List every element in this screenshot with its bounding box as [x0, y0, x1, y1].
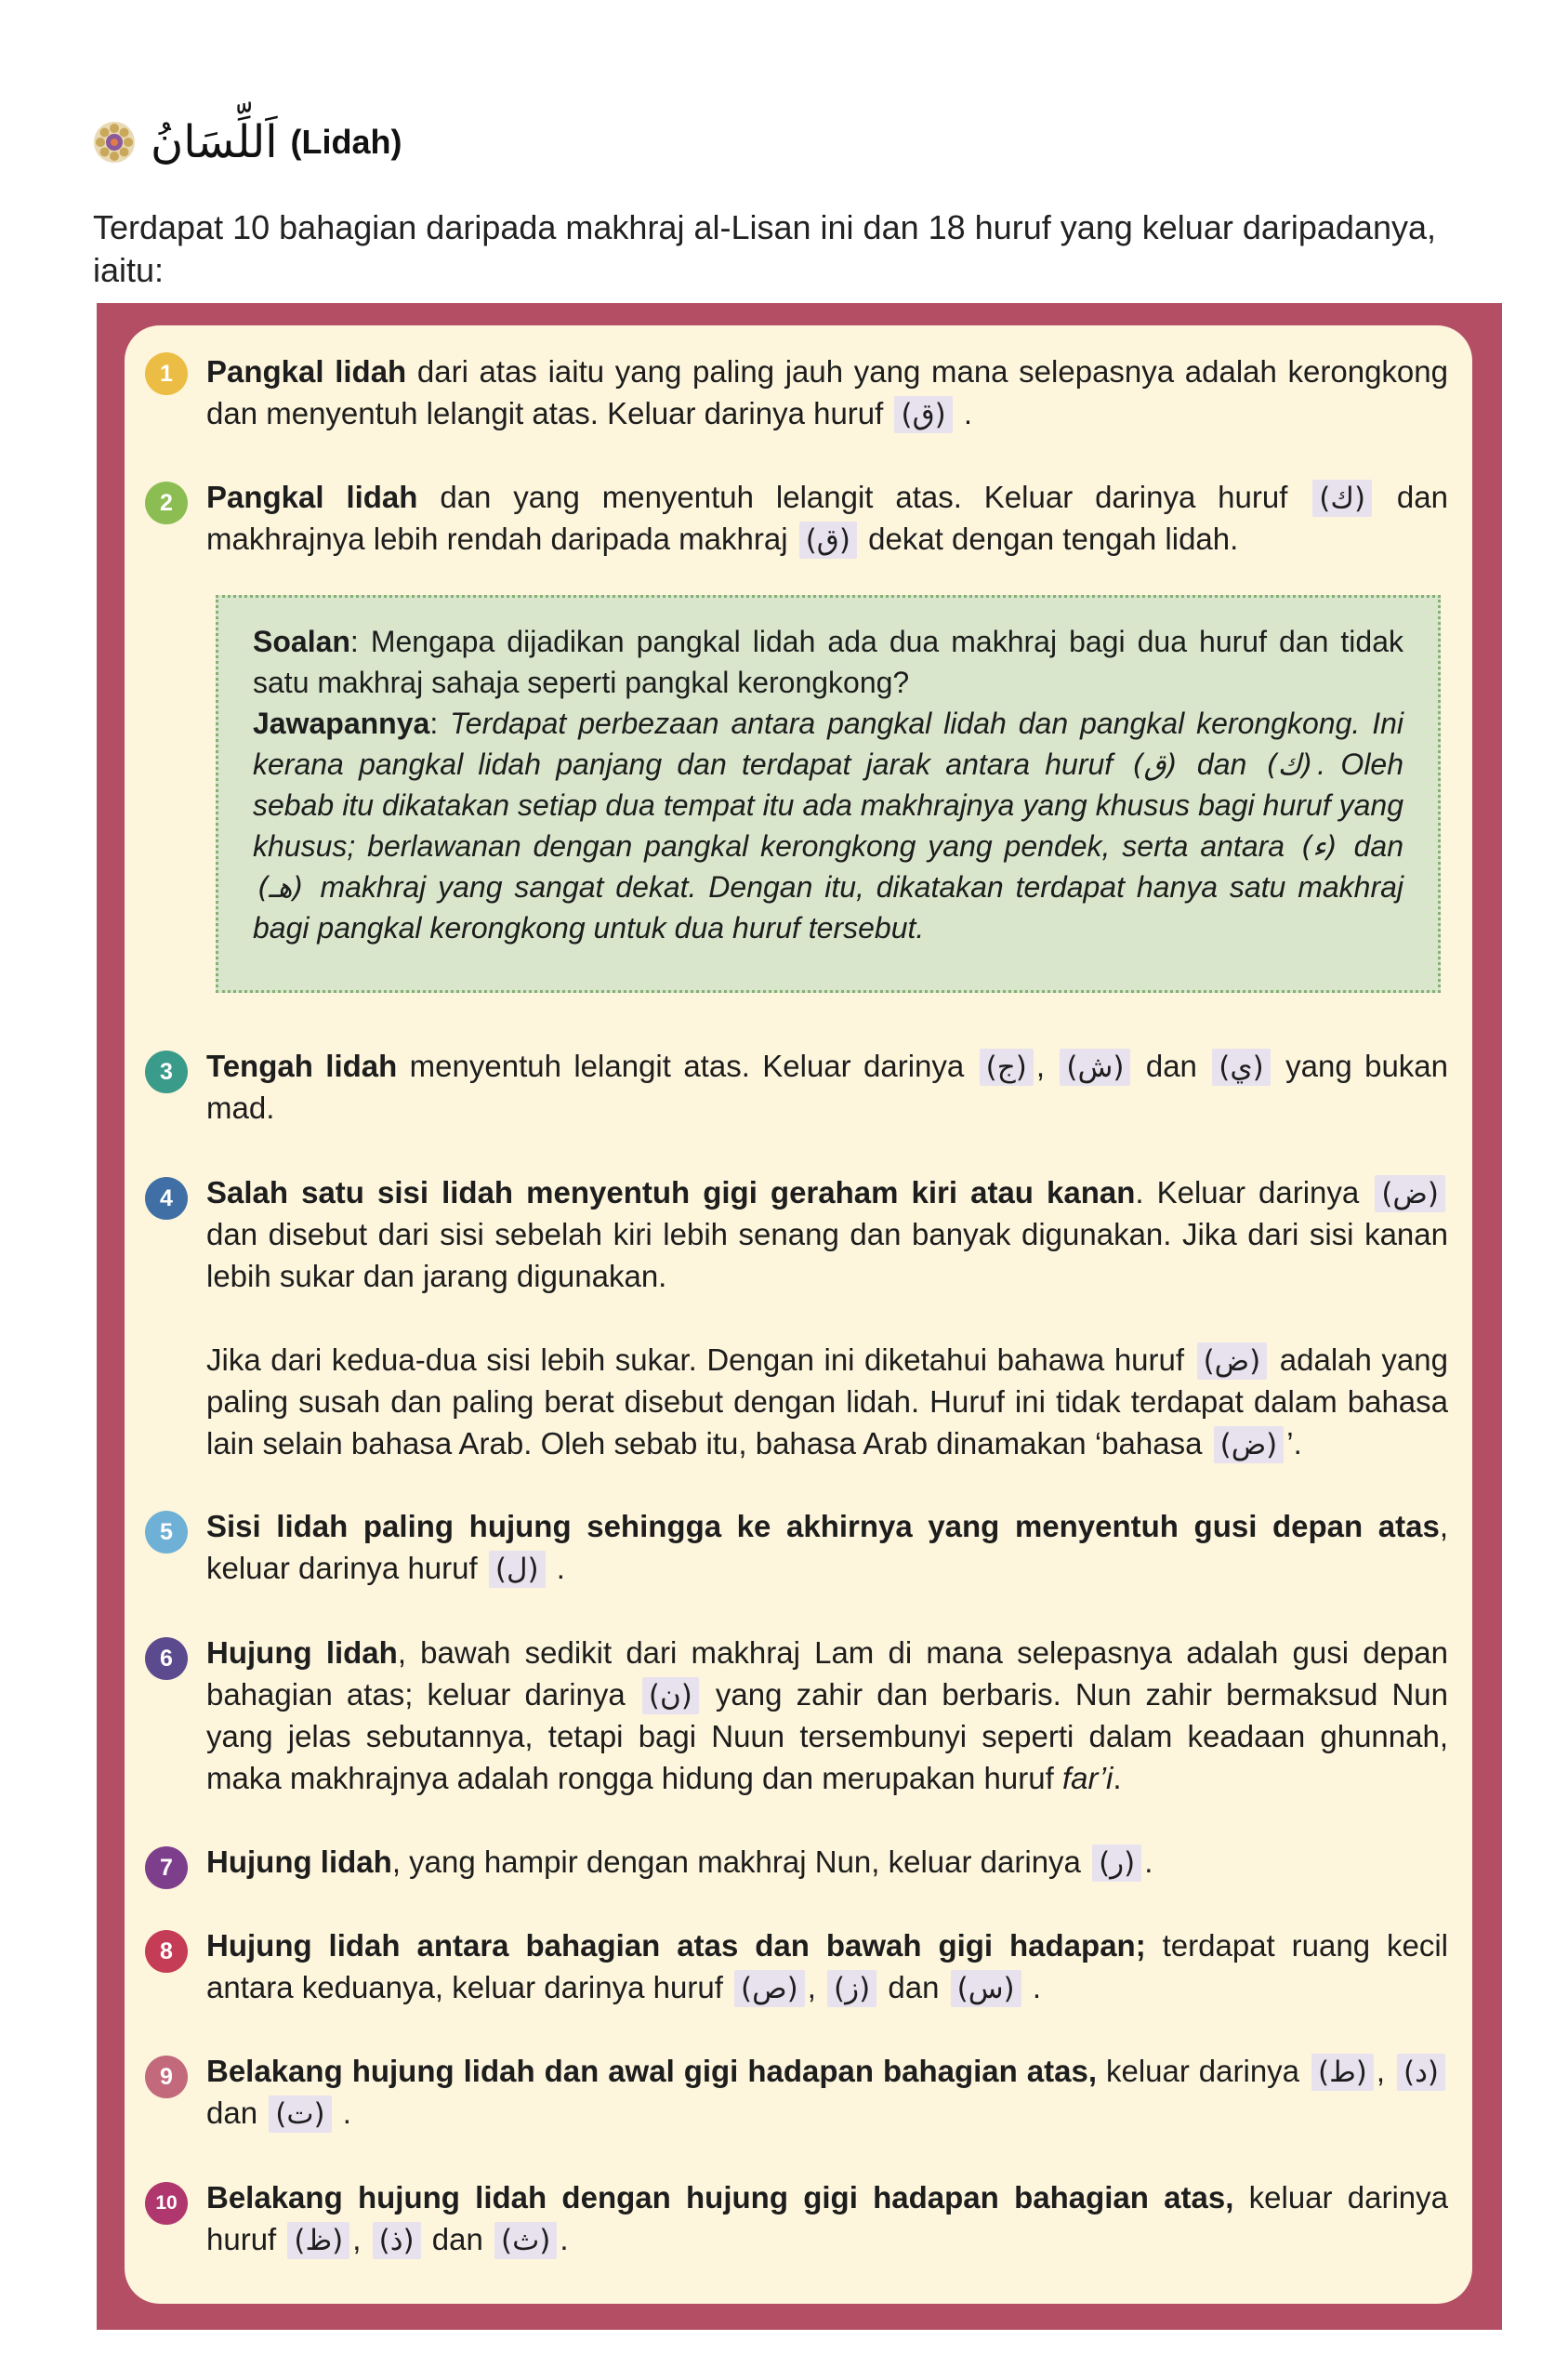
item-number-badge: 9 [145, 2056, 188, 2098]
item-title: Hujung lidah antara bahagian atas dan bawah gigi hadapan; [206, 1928, 1146, 1963]
arabic-letter: (ث) [494, 2222, 557, 2259]
list-item: Pangkal lidah dari atas iaitu yang paling jauh yang mana selepasnya adalah kerongkong dan menyentuh lelangit atas. Keluar darinya huruf (ق) . [206, 354, 1448, 431]
arabic-letter: (ص) [734, 1970, 805, 2007]
question-label: Soalan [253, 625, 350, 658]
answer-label: Jawapannya [253, 707, 430, 740]
arabic-letter: (ل) [489, 1551, 546, 1588]
item-title: Pangkal lidah [206, 354, 407, 389]
flower-ornament-icon [93, 121, 136, 164]
arabic-letter: (ج) [980, 1049, 1034, 1086]
item-title: Belakang hujung lidah dan awal gigi hadapan bahagian atas, [206, 2054, 1097, 2088]
arabic-letter: (ض) [1375, 1175, 1445, 1212]
arabic-letter: (ء) [1300, 830, 1337, 864]
item-number-badge: 10 [145, 2182, 188, 2225]
item-number-badge: 6 [145, 1637, 188, 1680]
arabic-letter: (ك) [1312, 480, 1372, 517]
intro-text: Terdapat 10 bahagian daripada makhraj al-Lisan ini dan 18 huruf yang keluar daripadanya, iaitu: [93, 208, 1436, 289]
arabic-letter: (س) [951, 1970, 1021, 2007]
arabic-letter: (ن) [642, 1677, 699, 1714]
list-item: Pangkal lidah dan yang menyentuh lelangit atas. Keluar darinya huruf (ك) dan makhrajnya lebih rendah daripada makhraj (ق) dekat dengan tengah lidah. [206, 480, 1448, 557]
item-number-badge: 3 [145, 1051, 188, 1093]
arabic-letter: (ط) [1311, 2054, 1374, 2091]
arabic-letter: (ر) [1092, 1844, 1141, 1882]
item-title: Pangkal lidah [206, 480, 418, 514]
list-item: Tengah lidah menyentuh lelangit atas. Keluar darinya (ج) , (ش) dan (ي) yang bukan mad. [206, 1049, 1449, 1125]
item-title: Hujung lidah [206, 1844, 392, 1879]
item-number-badge: 1 [145, 352, 188, 395]
list-item: Sisi lidah paling hujung sehingga ke akhirnya yang menyentuh gusi depan atas, keluar darinya huruf (ل) . [206, 1509, 1448, 1586]
arabic-letter: (ي) [1212, 1049, 1270, 1086]
list-item: Salah satu sisi lidah menyentuh gigi geraham kiri atau kanan. Keluar darinya (ض) dan disebut dari sisi sebelah kiri lebih senang dan banyak digunakan. Jika dari sisi kanan lebih sukar dan jarang digunakan. Jika dari kedua-dua sisi lebih sukar. Dengan ini diketahui bahawa huruf (ض) adalah yang paling susah dan paling berat disebut dengan lidah. Huruf ini tidak terdapat dalam bahasa lain selain bahasa Arab. Oleh sebab itu, bahasa Arab dinamakan ‘bahasa (ض) ’. [206, 1175, 1448, 1461]
italic-term: far’i [1061, 1761, 1113, 1795]
item-number-badge: 5 [145, 1511, 188, 1554]
answer-text: Terdapat perbezaan antara pangkal lidah dan pangkal kerongkong. Ini kerana pangkal lidah panjang dan terdapat jarak antara huruf (ق) dan (ك) . Oleh sebab itu dikatakan setiap dua tempat itu ada makhrajnya yang khusus bagi huruf yang khusus; berlawanan dengan pangkal kerongkong yang pendek, serta antara (ء) dan (هـ) makhraj yang sangat dekat. Dengan itu, dikatakan terdapat hanya satu makhraj bagi pangkal kerongkong untuk dua huruf tersebut. [253, 707, 1404, 945]
list-item: Hujung lidah, yang hampir dengan makhraj Nun, keluar darinya (ر) . [206, 1844, 1153, 1880]
arabic-letter: (د) [1397, 2054, 1445, 2091]
arabic-letter: (ذ) [373, 2222, 421, 2259]
question-text: : Mengapa dijadikan pangkal lidah ada dua makhraj bagi dua huruf dan tidak satu makhraj sahaja seperti pangkal kerongkong? [253, 625, 1403, 699]
list-item: Belakang hujung lidah dan awal gigi hadapan bahagian atas, keluar darinya (ط) , (د) dan (ت) . [206, 2050, 1448, 2134]
item-number-badge: 7 [145, 1846, 188, 1889]
arabic-letter: (ت) [269, 2096, 331, 2133]
heading-arabic: اَللِّسَانُ [151, 116, 278, 168]
heading-latin: (Lidah) [290, 123, 402, 161]
list-item: Hujung lidah, bawah sedikit dari makhraj Lam di mana selepasnya adalah gusi depan bahagian atas; keluar darinya (ن) yang zahir dan berbaris. Nun zahir bermaksud Nun yang jelas sebutannya, tetapi bagi Nuun tersembunyi seperti dalam keadaan ghunnah, maka makhrajnya adalah rongga hidung dan merupakan huruf far’i. [206, 1635, 1448, 1795]
arabic-letter: (ظ) [287, 2222, 349, 2259]
item-title: Salah satu sisi lidah menyentuh gigi geraham kiri atau kanan [206, 1175, 1136, 1210]
arabic-letter: (ض) [1214, 1426, 1285, 1463]
arabic-letter: (ق) [799, 522, 857, 559]
item-title: Tengah lidah [206, 1049, 398, 1083]
arabic-letter: (ش) [1060, 1049, 1130, 1086]
item-number-badge: 2 [145, 482, 188, 524]
item-title: Sisi lidah paling hujung sehingga ke akhirnya yang menyentuh gusi depan atas [206, 1509, 1440, 1543]
arabic-letter: (ك) [1266, 748, 1313, 782]
item-title: Belakang hujung lidah dengan hujung gigi hadapan bahagian atas, [206, 2180, 1234, 2215]
arabic-letter: (ق) [1132, 748, 1178, 782]
arabic-letter: (ز) [827, 1970, 876, 2007]
item-number-badge: 8 [145, 1930, 188, 1973]
item-title: Hujung lidah [206, 1635, 398, 1670]
qa-text: Soalan: Mengapa dijadikan pangkal lidah ada dua makhraj bagi dua huruf dan tidak satu makhraj sahaja seperti pangkal kerongkong? Jawapannya: Terdapat perbezaan antara pangkal lidah dan pangkal kerongkong. Ini kerana pangkal lidah panjang dan terdapat jarak antara huruf (ق) dan (ك) . Oleh sebab itu dikatakan setiap dua tempat itu ada makhrajnya yang khusus bagi huruf yang khusus; berlawanan dengan pangkal kerongkong yang pendek, serta antara (ء) dan (هـ) makhraj yang sangat dekat. Dengan itu, dikatakan terdapat hanya satu makhraj bagi pangkal kerongkong untuk dua huruf tersebut. [253, 625, 1404, 945]
section-heading [93, 110, 402, 175]
arabic-letter: (ق) [894, 396, 952, 433]
arabic-letter: (ض) [1197, 1342, 1268, 1380]
list-item: Hujung lidah antara bahagian atas dan bawah gigi hadapan; terdapat ruang kecil antara keduanya, keluar darinya huruf (ص) , (ز) dan (س) . [206, 1928, 1448, 2005]
item-number-badge: 4 [145, 1177, 188, 1220]
arabic-letter: (هـ) [257, 871, 304, 905]
list-item: Belakang hujung lidah dengan hujung gigi hadapan bahagian atas, keluar darinya huruf (ظ) , (ذ) dan (ث) . [206, 2180, 1448, 2257]
